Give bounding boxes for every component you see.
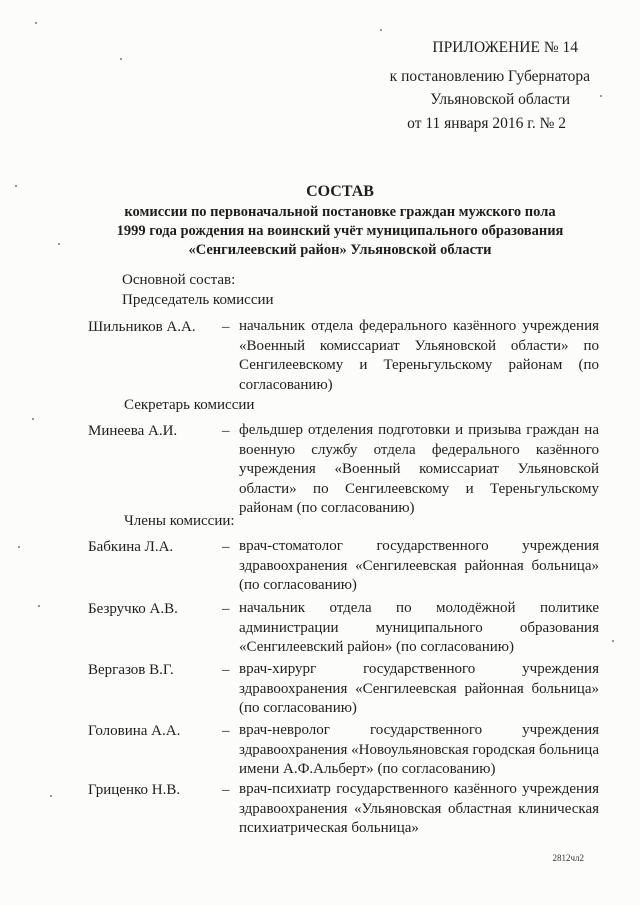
scan-speck (50, 795, 52, 797)
appendix-line-decree: к постановлению Губернатора (389, 68, 590, 85)
page-code: 2812чл2 (552, 853, 584, 863)
member-role: фельдшер отделения подготовки и призыва граждан на военную службу отдела федерального казённого учреждения «Военный комиссариат Ульяновской области» по Сенгилеевскому и Тереньгульскому районам (по согласованию) (239, 422, 599, 516)
section-main: Основной состав: (122, 272, 236, 288)
member-dash: – (222, 423, 230, 439)
scan-speck (15, 185, 17, 187)
appendix-line-region: Ульяновской области (430, 91, 570, 108)
section-members: Члены комиссии: (124, 513, 235, 529)
member-role: врач-стоматолог государственного учреждения здравоохранения «Сенгилеевская районная больница» (по согласованию) (239, 538, 599, 593)
heading-line-1: комиссии по первоначальной постановке граждан мужского пола (124, 204, 556, 220)
scan-speck (612, 640, 614, 642)
member-name: Гриценко Н.В. (88, 782, 181, 798)
member-name: Минеева А.И. (88, 423, 178, 439)
appendix-line-date: от 11 января 2016 г. № 2 (407, 115, 566, 132)
document-heading (90, 181, 590, 260)
scan-speck (18, 546, 20, 548)
section-secretary: Секретарь комиссии (124, 397, 255, 413)
member-name: Безручко А.В. (88, 601, 178, 617)
scan-speck (600, 95, 602, 97)
section-chair: Председатель комиссии (122, 292, 274, 308)
scan-speck (38, 605, 40, 607)
member-dash: – (222, 782, 230, 798)
member-name: Бабкина Л.А. (88, 539, 174, 555)
heading-title: СОСТАВ (306, 183, 374, 200)
member-role: начальник отдела по молодёжной политике администрации муниципального образования «Сенгилеевский район» (по согласованию) (239, 600, 599, 655)
member-role: врач-хирург государственного учреждения здравоохранения «Сенгилеевская районная больница» (по согласованию) (239, 661, 599, 716)
member-name: Головина А.А. (88, 723, 181, 739)
heading-line-3: «Сенгилеевский район» Ульяновской области (188, 242, 492, 258)
scan-speck (380, 29, 382, 31)
scan-speck (120, 58, 122, 60)
member-role: врач-психиатр государственного казённого учреждения здравоохранения «Ульяновская областная клиническая психиатрическая больница» (239, 781, 599, 836)
scan-speck (35, 22, 37, 24)
scan-speck (58, 243, 60, 245)
appendix-title: ПРИЛОЖЕНИЕ № 14 (432, 39, 578, 56)
member-name: Шильников А.А. (88, 319, 196, 335)
member-dash: – (222, 723, 230, 739)
scan-speck (32, 418, 34, 420)
member-role: начальник отдела федерального казённого учреждения «Военный комиссариат Ульяновской области» по Сенгилеевскому и Тереньгульскому районам (по согласованию) (239, 318, 599, 393)
member-dash: – (222, 601, 230, 617)
member-dash: – (222, 319, 230, 335)
member-name: Вергазов В.Г. (88, 662, 174, 678)
member-role: врач-невролог государственного учреждения здравоохранения «Новоульяновская городская больница имени А.Ф.Альберт» (по согласованию) (239, 722, 599, 777)
appendix-header (318, 37, 590, 137)
member-dash: – (222, 662, 230, 678)
member-dash: – (222, 539, 230, 555)
heading-line-2: 1999 года рождения на воинский учёт муниципального образования (116, 223, 564, 239)
